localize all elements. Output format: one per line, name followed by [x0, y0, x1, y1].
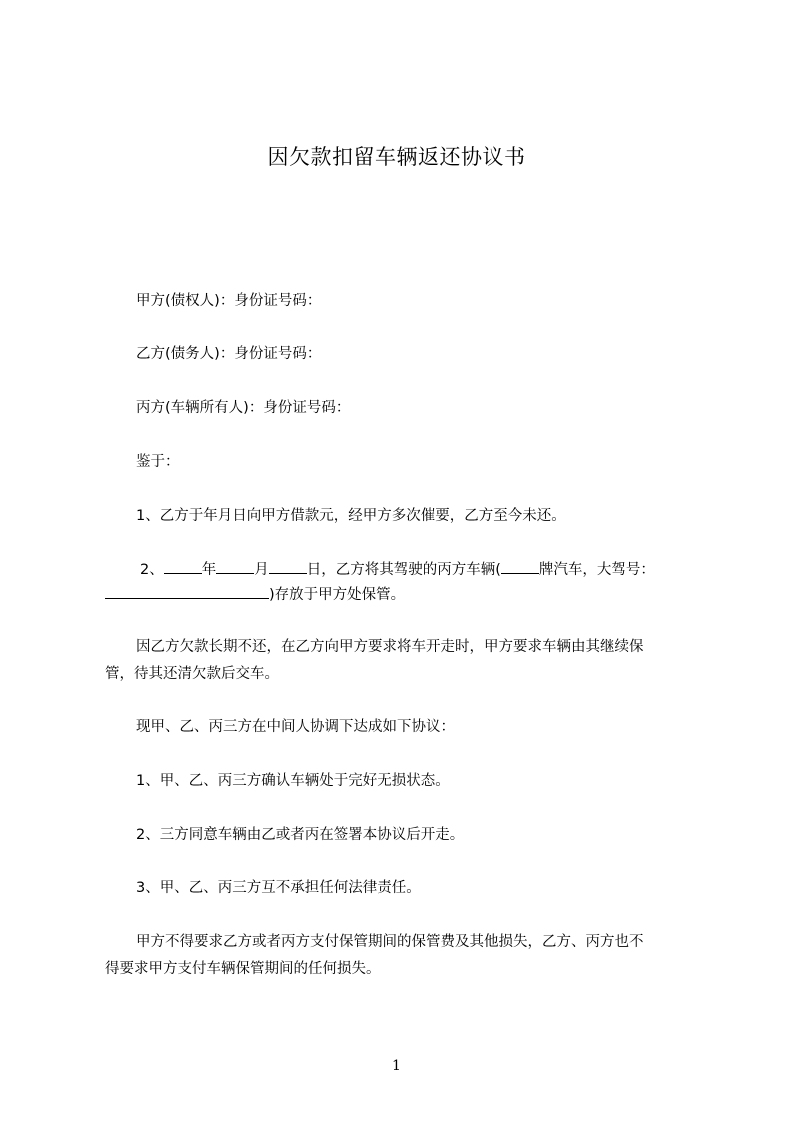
whereas-item-1: 1、乙方于年月日向甲方借款元，经甲方多次催要，乙方至今未还。: [136, 508, 566, 524]
page-number: 1: [392, 1058, 401, 1074]
clause-3: 3、甲、乙、丙三方互不承担任何法律责任。: [136, 880, 421, 896]
day-blank: [269, 559, 307, 574]
agreement-intro: 现甲、乙、丙三方在中间人协调下达成如下协议：: [136, 719, 455, 735]
item2-prefix: 2、: [140, 562, 164, 578]
final-paragraph-line1: 甲方不得要求乙方或者丙方支付保管期间的保管费及其他损失，乙方、丙方也不: [136, 934, 644, 950]
final-paragraph-line2: 得要求甲方支付车辆保管期间的任何损失。: [105, 961, 381, 977]
item2-tail: )存放于甲方处保管。: [269, 587, 406, 603]
item2-year: 年: [201, 562, 217, 578]
reason-paragraph-line2: 管，待其还清欠款后交车。: [105, 666, 279, 682]
clause-1: 1、甲、乙、丙三方确认车辆处于完好无损状态。: [136, 773, 450, 789]
whereas-heading: 鉴于：: [136, 454, 180, 470]
party-b-line: 乙方(债务人)：身份证号码：: [136, 346, 322, 362]
year-blank: [164, 559, 202, 574]
whereas-item-2-line1: [105, 559, 750, 580]
month-blank: [216, 559, 254, 574]
party-a-line: 甲方(债权人)：身份证号码：: [136, 293, 322, 309]
party-c-line: 丙方(车辆所有人)：身份证号码：: [136, 400, 351, 416]
reason-paragraph-line1: 因乙方欠款长期不还，在乙方向甲方要求将车开走时，甲方要求车辆由其继续保: [136, 639, 644, 655]
item2-plate: 牌汽车，大驾号：: [538, 562, 655, 578]
item2-month: 月: [254, 562, 269, 578]
document-title: 因欠款扣留车辆返还协议书: [267, 145, 526, 169]
vin-blank: [105, 584, 269, 599]
clause-2: 2、三方同意车辆由乙或者丙在签署本协议后开走。: [136, 827, 465, 843]
whereas-item-2-line2: [105, 584, 715, 605]
plate-blank: [501, 559, 539, 574]
item2-day: 日，乙方将其驾驶的丙方车辆(: [306, 562, 501, 578]
